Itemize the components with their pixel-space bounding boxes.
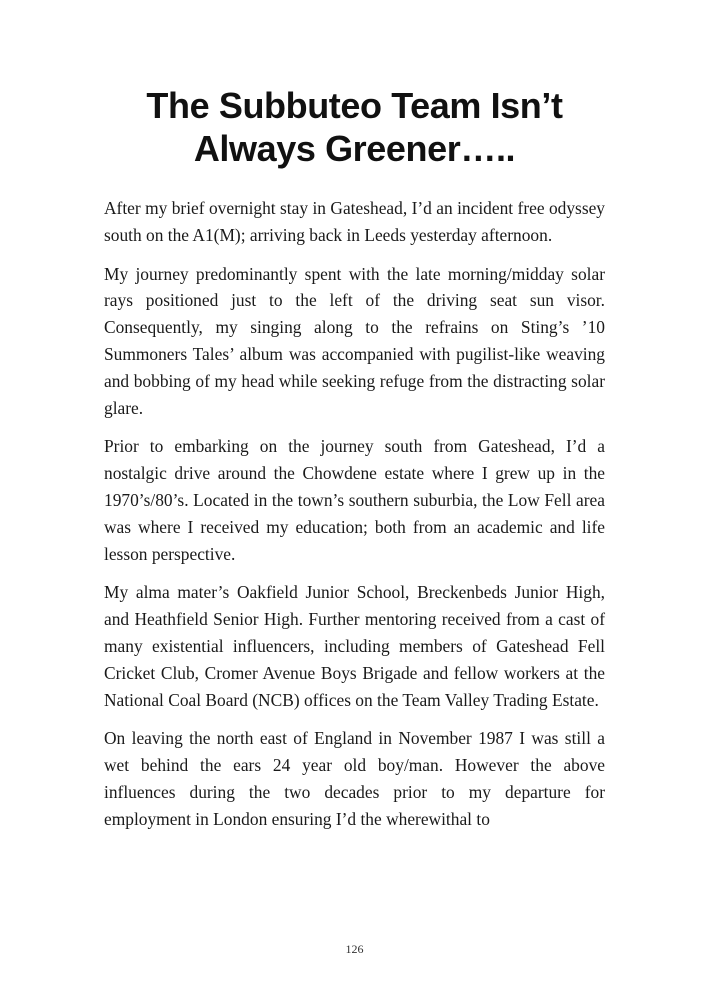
paragraph: Prior to embarking on the journey south from Gateshead, I’d a nostalgic drive around the Chowdene estate where I grew up in the 1970’s/80’s. Located in the town’s southern suburbia, the Low Fell area was where I received my education; both from an academic and life lesson perspective. (104, 436, 605, 564)
page-title (60, 84, 649, 170)
page-number: 126 (345, 942, 364, 956)
paragraph: After my brief overnight stay in Gateshead, I’d an incident free odyssey south on the A1(M); arriving back in Leeds yesterday afternoon. (104, 198, 605, 245)
paragraph: My alma mater’s Oakfield Junior School, Breckenbeds Junior High, and Heathfield Senior High. Further mentoring received from a cast of many existential influencers, including members of Gateshead Fell Cricket Club, Cromer Avenue Boys Brigade and fellow workers at the National Coal Board (NCB) offices on the Team Valley Trading Estate. (104, 582, 605, 710)
paragraph: My journey predominantly spent with the late morning/midday solar rays positioned just to the left of the driving seat sun visor. Consequently, my singing along to the refrains on Sting’s ’10 Summoners Tales’ album was accompanied with pugilist-like weaving and bobbing of my head while seeking refuge from the distracting solar glare. (104, 263, 605, 418)
title-line-2: Always Greener….. (193, 128, 516, 169)
title-line-1: The Subbuteo Team Isn’t (146, 85, 563, 126)
paragraph: On leaving the north east of England in November 1987 I was still a wet behind the ears 24 year old boy/man. However the above influences during the two decades prior to my departure for employment in London ensuring I’d the wherewithal to (104, 728, 605, 829)
body-text (104, 195, 605, 845)
